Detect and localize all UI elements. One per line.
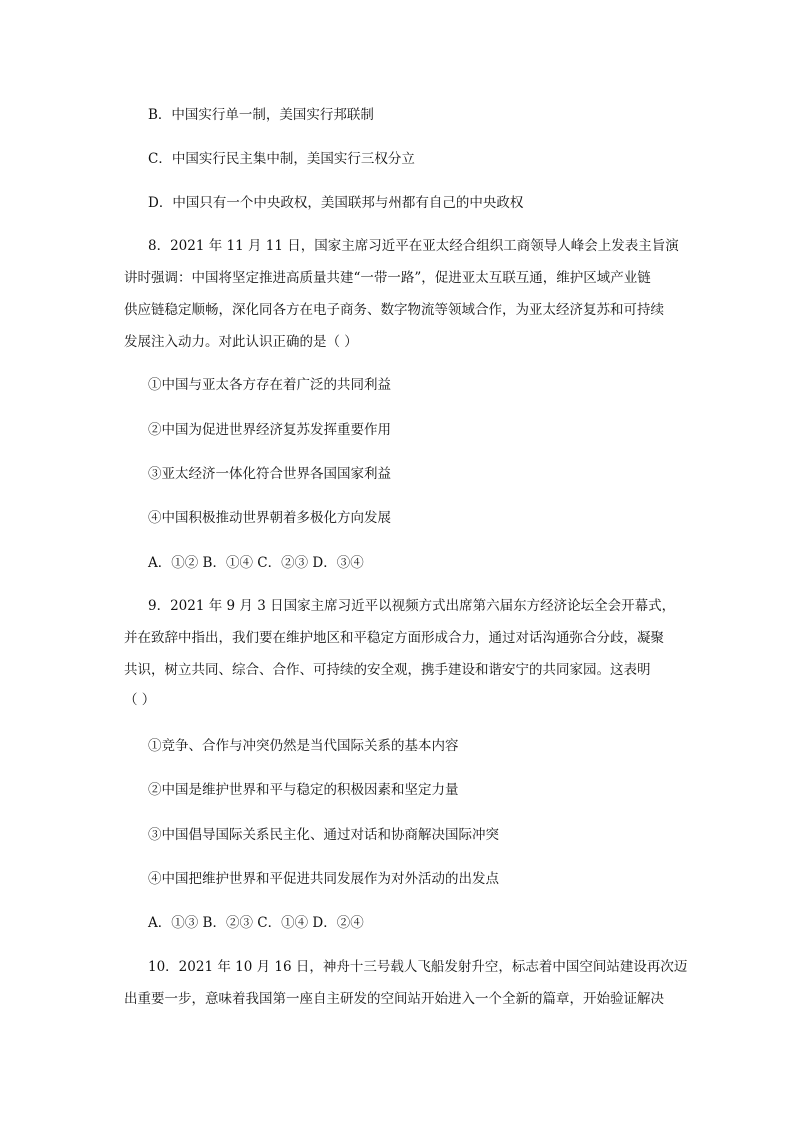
q8-statement-4: ④中国积极推动世界朝着多极化方向发展: [148, 510, 391, 526]
q9-stem-line-3: 共识，树立共同、综合、合作、可持续的安全观，携手建设和谐安宁的共同家园。这表明: [124, 662, 651, 678]
q8-stem-line-4: 发展注入动力。对此认识正确的是（ ）: [124, 334, 358, 350]
q10-stem-line-1: 10．2021 年 10 月 16 日，神舟十三号载人飞船发射升空，标志着中国空间站建设再次迈: [148, 959, 688, 975]
q9-statement-4: ④中国把维护世界和平促进共同发展作为对外活动的出发点: [148, 871, 499, 887]
q8-statement-2: ②中国为促进世界经济复苏发挥重要作用: [148, 422, 391, 438]
q9-stem-line-2: 并在致辞中指出，我们要在维护地区和平稳定方面形成合力，通过对话沟通弥合分歧，凝聚: [124, 630, 664, 646]
q8-stem-line-2: 讲时强调：中国将坚定推进高质量共建“一带一路”，促进亚太互联互通，维护区域产业链: [124, 270, 651, 286]
q9-stem-line-4: （ ）: [124, 692, 156, 708]
q9-statement-2: ②中国是维护世界和平与稳定的积极因素和坚定力量: [148, 782, 459, 798]
q8-stem-line-1: 8．2021 年 11 月 11 日，国家主席习近平在亚太经合组织工商领导人峰会上发表主旨演: [148, 238, 679, 254]
q7-option-b: B．中国实行单一制，美国实行邦联制: [148, 107, 374, 123]
q7-option-d: D．中国只有一个中央政权，美国联邦与州都有自己的中央政权: [148, 195, 524, 211]
q8-stem-line-3: 供应链稳定顺畅，深化同各方在电子商务、数字物流等领域合作，为亚太经济复苏和可持续: [124, 302, 664, 318]
q9-statement-1: ①竞争、合作与冲突仍然是当代国际关系的基本内容: [148, 738, 459, 754]
q9-stem-line-1: 9．2021 年 9 月 3 日国家主席习近平以视频方式出席第六届东方经济论坛全会开幕式，: [148, 598, 676, 614]
q10-stem-line-2: 出重要一步，意味着我国第一座自主研发的空间站开始进入一个全新的篇章，开始验证解决: [124, 991, 664, 1007]
q9-answer-options: A．①③ B．②③ C．①④ D．②④: [148, 915, 364, 931]
q8-statement-1: ①中国与亚太各方存在着广泛的共同利益: [148, 377, 391, 393]
q8-answer-options: A．①② B．①④ C．②③ D．③④: [148, 555, 364, 571]
q8-statement-3: ③亚太经济一体化符合世界各国国家利益: [148, 466, 391, 482]
q7-option-c: C．中国实行民主集中制，美国实行三权分立: [148, 151, 415, 167]
q9-statement-3: ③中国倡导国际关系民主化、通过对话和协商解决国际冲突: [148, 827, 499, 843]
